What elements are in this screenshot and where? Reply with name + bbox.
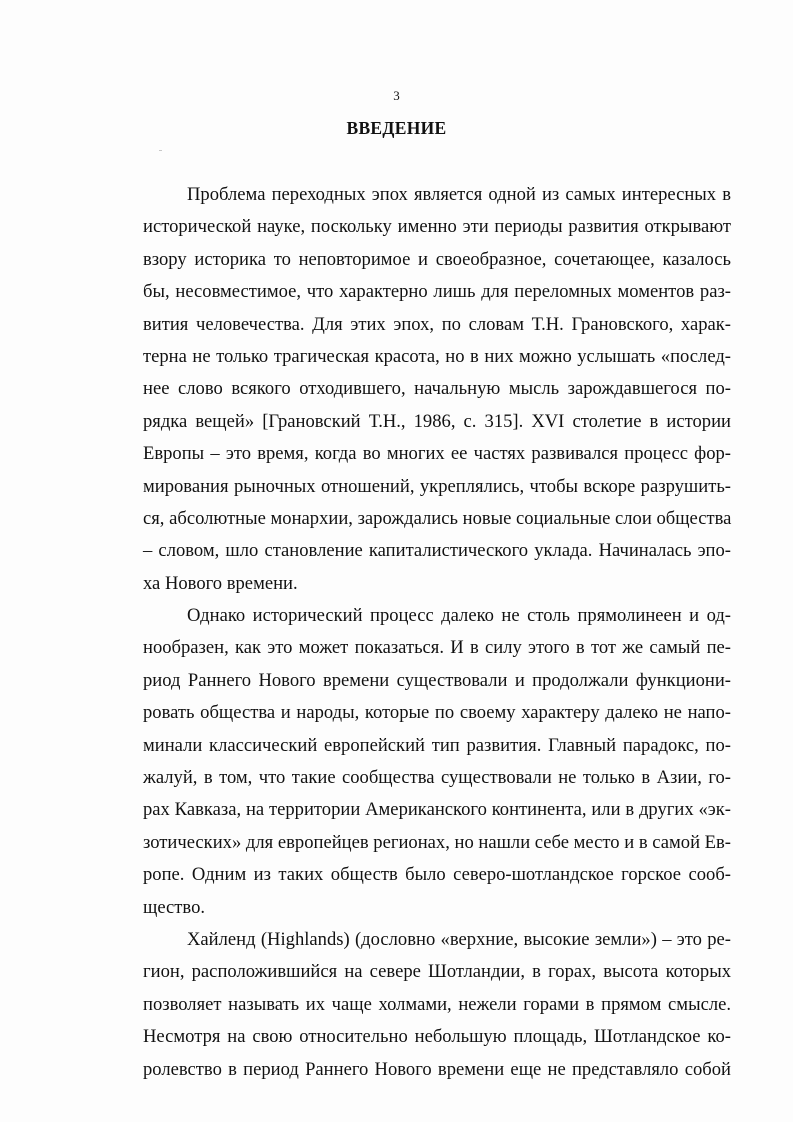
text-line: взору историка то неповторимое и своеобразное, сочетающее, казалось	[143, 248, 731, 270]
paragraph	[143, 179, 731, 600]
text-line: нее слово всякого отходившего, начальную мысль зарождавшегося по-	[143, 378, 731, 400]
body-text	[143, 179, 731, 1086]
text-line: – словом, шло становление капиталистического уклада. Начиналась эпо-	[143, 540, 731, 562]
page-number: 3	[393, 88, 400, 103]
text-line: исторической науке, поскольку именно эти периоды развития открывают	[143, 216, 731, 238]
text-line: ролевство в период Раннего Нового времени еще не представляло собой	[143, 1058, 731, 1080]
text-line: ровать общества и народы, которые по своему характеру далеко не напо-	[143, 702, 731, 724]
text-line: позволяет называть их чаще холмами, нежели горами в прямом смысле.	[143, 993, 731, 1015]
text-line: щество.	[143, 896, 206, 918]
text-line: Хайленд (Highlands) (дословно «верхние, высокие земли») – это ре-	[187, 928, 731, 950]
text-line: ха Нового времени.	[143, 572, 298, 594]
text-line: риод Раннего Нового времени существовали и продолжали функциони-	[143, 669, 731, 691]
text-line: ропе. Одним из таких обществ было северо-шотландское горское сооб-	[143, 864, 731, 886]
paragraph	[143, 600, 731, 924]
text-line: гион, расположившийся на севере Шотландии, в горах, высота которых	[143, 961, 731, 983]
text-line: вития человечества. Для этих эпох, по словам Т.Н. Грановского, харак-	[143, 313, 731, 335]
scan-speck	[159, 150, 162, 151]
text-line: Однако исторический процесс далеко не столь прямолинеен и од-	[187, 605, 731, 627]
text-line: терна не только трагическая красота, но в них можно услышать «послед-	[143, 345, 731, 367]
text-line: бы, несовместимое, что характерно лишь для переломных моментов раз-	[143, 281, 731, 303]
text-line: Проблема переходных эпох является одной из самых интересных в	[187, 184, 731, 205]
text-line: нообразен, как это может показаться. И в силу этого в тот же самый пе-	[143, 637, 731, 659]
text-line: Несмотря на свою относительно небольшую площадь, Шотландское ко-	[143, 1026, 731, 1048]
page-title: ВВЕДЕНИЕ	[346, 118, 447, 138]
text-line: ся, абсолютные монархии, зарождались новые социальные слои общества	[143, 507, 732, 529]
text-line: мирования рыночных отношений, укреплялись, чтобы вскоре разрушить-	[143, 475, 731, 497]
text-line: минали классический европейский тип развития. Главный парадокс, по-	[143, 734, 731, 756]
text-line: Европы – это время, когда во многих ее частях развивался процесс фор-	[143, 443, 731, 465]
text-line: жалуй, в том, что такие сообщества существовали не только в Азии, го-	[143, 767, 731, 789]
paragraph	[143, 924, 731, 1086]
text-line: зотических» для европейцев регионах, но нашли себе место и в самой Ев-	[143, 831, 731, 853]
text-line: рядка вещей» [Грановский Т.Н., 1986, с. 315]. XVI столетие в истории	[143, 410, 731, 432]
text-line: рах Кавказа, на территории Американского континента, или в других «эк-	[143, 799, 731, 821]
